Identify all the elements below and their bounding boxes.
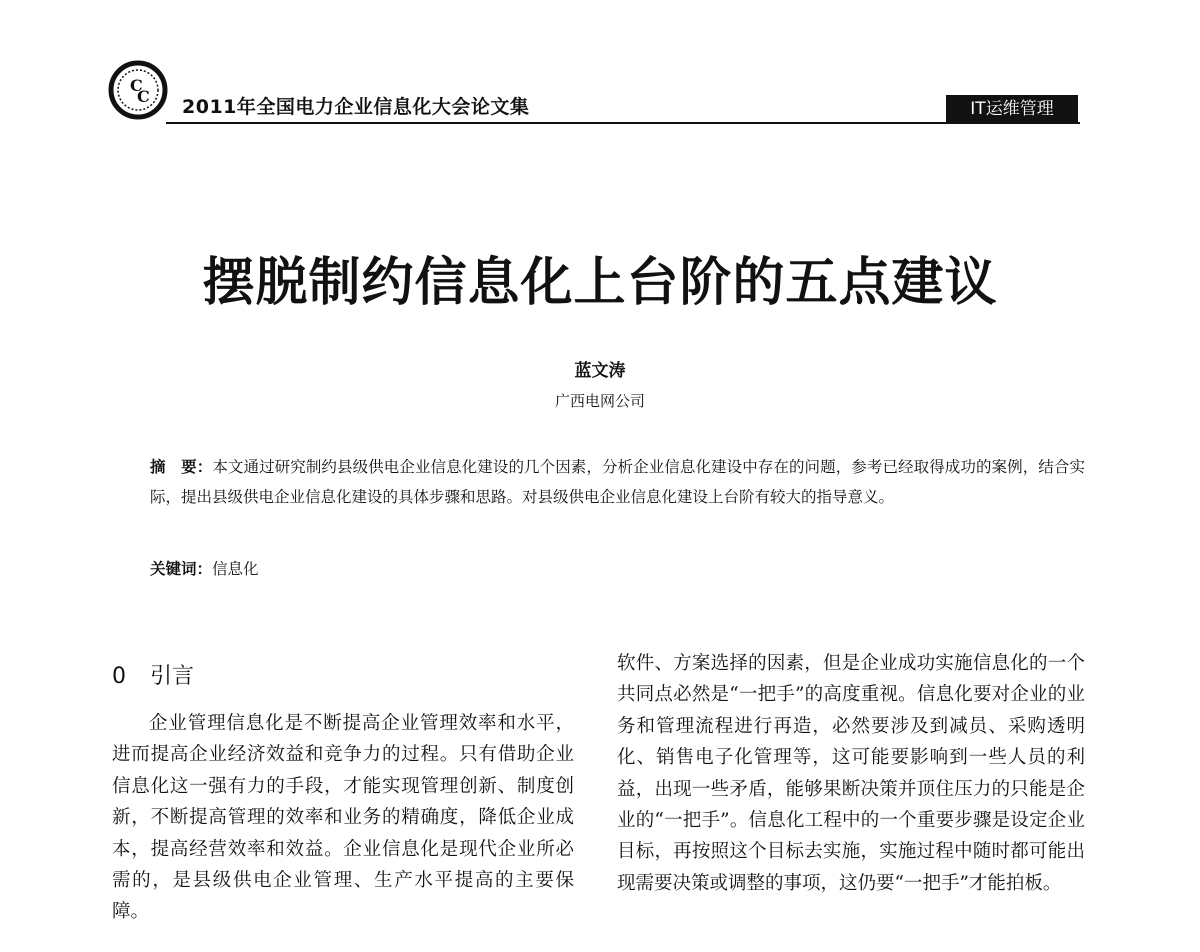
svg-text:C: C: [137, 87, 150, 106]
journal-title: 2011年全国电力企业信息化大会论文集: [182, 96, 530, 118]
keywords-text: 信息化: [212, 560, 259, 578]
abstract: [150, 452, 1085, 512]
section-number: 0: [112, 664, 126, 689]
right-column: [617, 648, 1085, 899]
author-name: 蓝文涛: [574, 361, 626, 381]
body-paragraph-left: 企业管理信息化是不断提高企业管理效率和水平，进而提高企业经济效益和竞争力的过程。只有借助企业信息化这一强有力的手段，才能实现管理创新、制度创新，不断提高管理的效率和业务的精确度，降低企业成本，提高经营效率和效益。企业信息化是现代企业所必需的，是县级供电企业管理、生产水平提高的主要保障。: [112, 713, 574, 923]
header-divider: [166, 122, 1080, 124]
keywords-label: 关键词：: [150, 560, 213, 578]
conference-logo-icon: [108, 60, 168, 120]
keywords: [150, 554, 259, 584]
author-affiliation: 广西电网公司: [554, 392, 645, 410]
body-paragraph-right: 软件、方案选择的因素，但是企业成功实施信息化的一个共同点必然是“一把手”的高度重视。信息化要对企业的业务和管理流程进行再造，必然要涉及到减员、采购透明化、销售电子化管理等，这可能要影响到一些人员的利益，出现一些矛盾，能够果断决策并顶住压力的只能是企业的“一把手”。信息化工程中的一个重要步骤是设定企业目标，再按照这个目标去实施，实施过程中随时都可能出现需要决策或调整的事项，这仍要“一把手”才能拍板。: [617, 653, 1085, 894]
section-heading: [112, 660, 574, 694]
svg-text:C: C: [130, 76, 143, 95]
left-column: [112, 660, 574, 928]
abstract-text: 本文通过研究制约县级供电企业信息化建设的几个因素，分析企业信息化建设中存在的问题，参考已经取得成功的案例，结合实际，提出县级供电企业信息化建设的具体步骤和思路。对县级供电企业信息化建设上台阶有较大的指导意义。: [150, 458, 1085, 506]
section-badge: IT运维管理: [946, 95, 1078, 123]
abstract-label: 摘 要：: [150, 458, 213, 476]
paper-title: 摆脱制约信息化上台阶的五点建议: [202, 252, 998, 313]
section-title: 引言: [150, 664, 195, 689]
